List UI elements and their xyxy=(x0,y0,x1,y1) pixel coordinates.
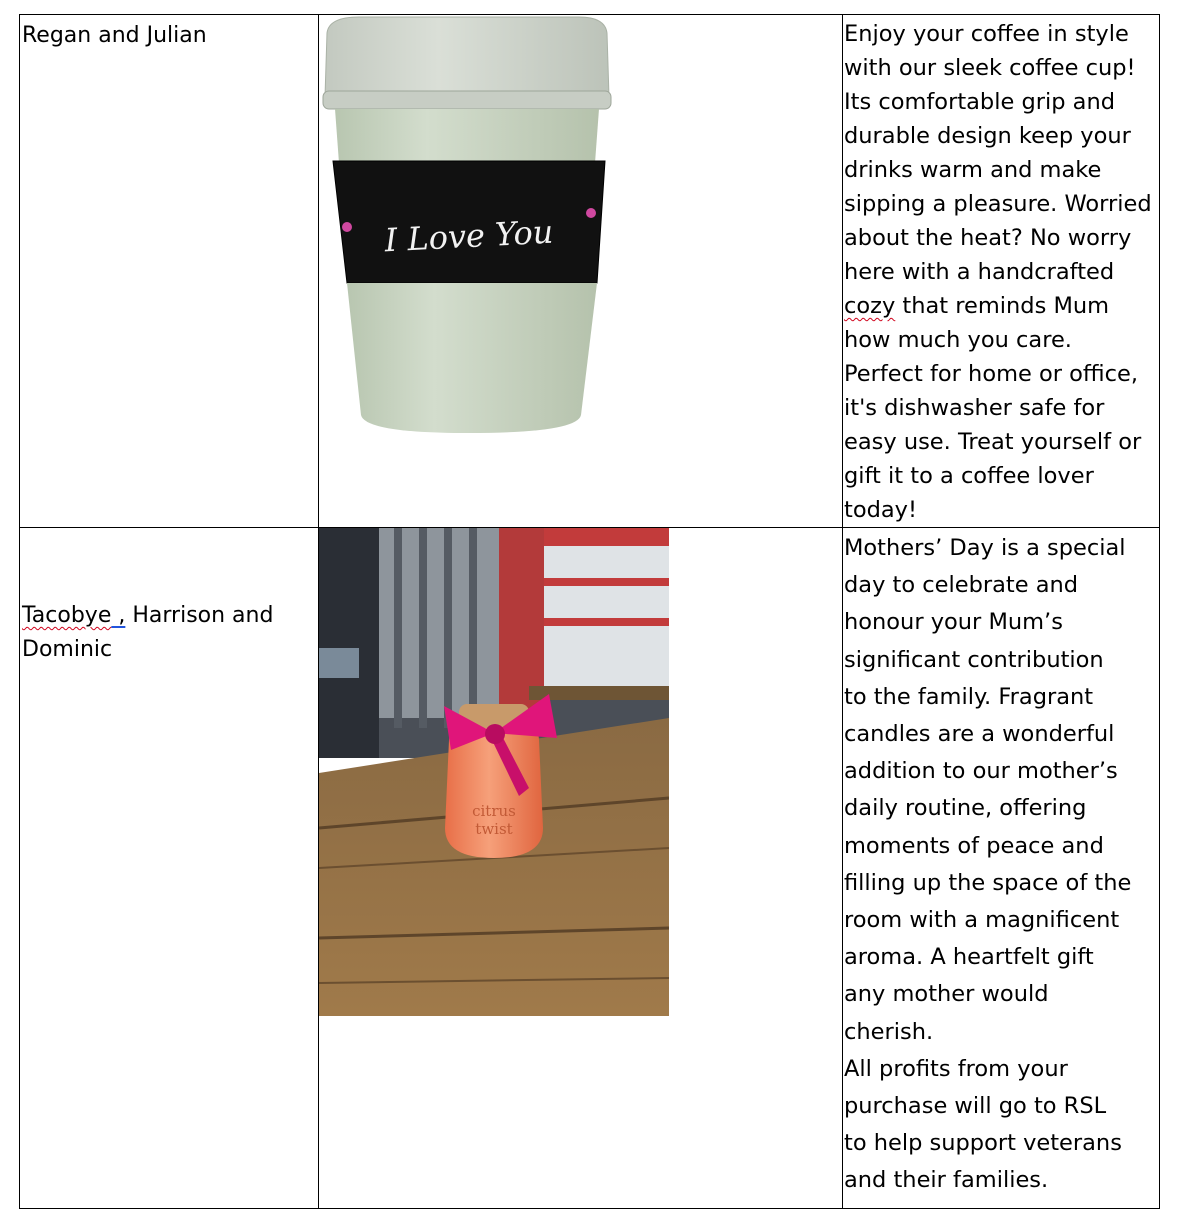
group-cell xyxy=(20,528,319,1209)
table-row xyxy=(20,15,1160,528)
spellcheck-word: Tacobye xyxy=(22,603,112,628)
candle-photo xyxy=(319,528,669,1016)
spellcheck-word: cozy xyxy=(844,293,896,319)
coffee-cup-photo xyxy=(319,15,843,526)
image-cell xyxy=(319,528,843,1209)
sleeve-text: I Love You xyxy=(383,212,555,260)
image-cell xyxy=(319,15,843,528)
group-cell xyxy=(20,15,319,528)
group-names: Regan and Julian xyxy=(22,23,207,48)
table-row xyxy=(20,528,1160,1209)
description-cell xyxy=(843,528,1160,1209)
group-names: Tacobye , Harrison and Dominic xyxy=(22,603,274,662)
jar-label-line2: twist xyxy=(475,820,513,838)
product-description: Mothers’ Day is a special day to celebrate and honour your Mum’s significant contribution to the family. Fragrant candles are a wonderful addition to our mother’s daily routine, offering moments of peace and filling up the space of the room with a magnificent aroma. A heartfelt gift any mother would cherish. All profits from your purchase will go to RSL to help support veterans and their families. xyxy=(844,535,1132,1194)
product-description: Enjoy your coffee in style with our sleek coffee cup! Its comfortable grip and durable design keep your drinks warm and make sipping a pleasure. Worried about the heat? No worry here with a handcrafted cozy that reminds Mum how much you care. Perfect for home or office, it's dishwasher safe for easy use. Treat yourself or gift it to a coffee lover today! xyxy=(844,21,1152,523)
product-table xyxy=(19,14,1160,1209)
description-cell xyxy=(843,15,1160,528)
jar-label-line1: citrus xyxy=(472,802,516,820)
